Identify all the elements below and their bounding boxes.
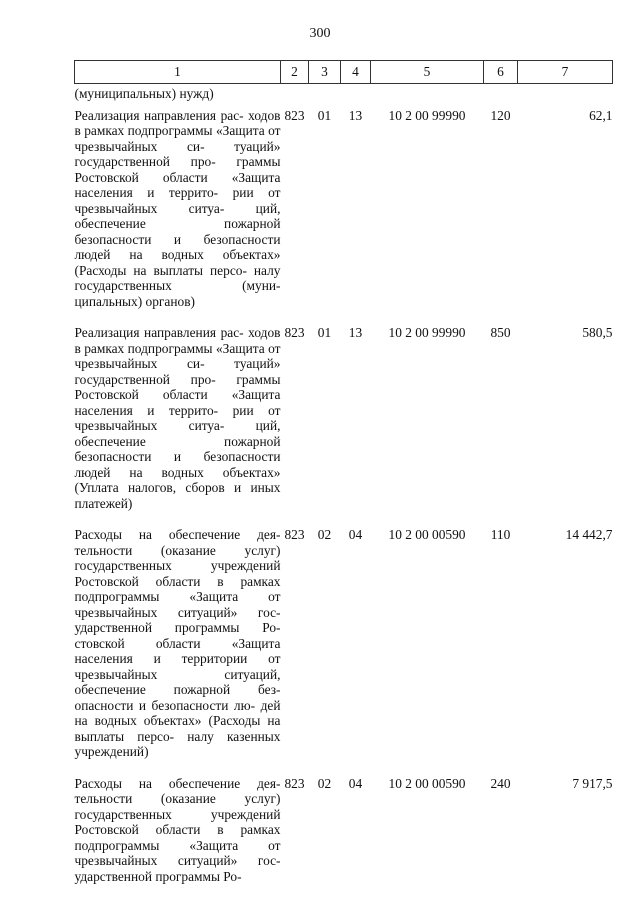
target-article-code: 10 2 00 00590 bbox=[388, 775, 466, 791]
ministry-code: 823 bbox=[284, 527, 305, 542]
description-line: ций, обеспечение пожарной bbox=[74, 200, 281, 231]
description-line: (Уплата налогов, сборов и bbox=[74, 480, 242, 495]
section-code: 01 bbox=[317, 325, 332, 340]
expense-type-code: 240 bbox=[490, 775, 511, 791]
description-line: подпрограммы «Защита от bbox=[74, 589, 281, 604]
section-code: 02 bbox=[317, 527, 332, 542]
target-article-code: 10 2 00 99990 bbox=[388, 325, 466, 340]
table-row bbox=[75, 322, 613, 524]
description-line: ципальных) органов) bbox=[74, 293, 195, 309]
description-line: «Защита населения и террито- bbox=[74, 169, 281, 200]
column-header: 3 bbox=[309, 61, 341, 84]
expense-type-code: 110 bbox=[490, 527, 511, 542]
row-description bbox=[75, 105, 281, 323]
description-line: государственных учреждений bbox=[74, 558, 281, 573]
description-line: стовской области «Защита bbox=[74, 635, 281, 651]
column-header: 4 bbox=[341, 61, 371, 84]
description-line: Расходы на обеспечение дея- bbox=[74, 775, 281, 791]
description-line: туаций» государственной про- bbox=[74, 138, 281, 169]
subsection-code: 04 bbox=[348, 775, 363, 791]
column-header: 6 bbox=[484, 61, 518, 84]
description-line: иных платежей) bbox=[74, 480, 281, 511]
description-line: ходов в рамках подпрограммы bbox=[74, 107, 281, 138]
description-line: граммы Ростовской области bbox=[74, 154, 281, 185]
description-line: безопасности и безопасности bbox=[74, 449, 281, 464]
description-line: ходов в рамках подпрограммы bbox=[74, 325, 281, 356]
section-code: 01 bbox=[317, 107, 332, 123]
table-row bbox=[75, 773, 613, 885]
description-line: (Расходы на выплаты персо- bbox=[74, 713, 281, 744]
subsection-code: 04 bbox=[348, 527, 363, 542]
column-header: 2 bbox=[281, 61, 309, 84]
description-line: обеспечение пожарной без- bbox=[74, 682, 281, 697]
description-line: «Защита от чрезвычайных си- bbox=[74, 340, 281, 371]
subsection-code: 13 bbox=[348, 325, 363, 340]
description-line: людей на водных объектах» bbox=[74, 464, 281, 480]
description-line: «Защита от чрезвычайных си- bbox=[74, 123, 281, 154]
column-header: 7 bbox=[518, 61, 613, 84]
description-line: чрезвычайных ситуаций, bbox=[74, 666, 281, 682]
column-header: 1 bbox=[75, 61, 281, 84]
description-line: рии от чрезвычайных ситуа- bbox=[74, 185, 281, 216]
amount: 7 917,5 bbox=[572, 775, 613, 791]
amount: 580,5 bbox=[582, 325, 613, 340]
description-line: (Расходы на выплаты персо- bbox=[74, 262, 247, 278]
description-line: налу казенных учреждений) bbox=[74, 728, 281, 759]
target-article-code: 10 2 00 99990 bbox=[388, 107, 466, 123]
description-line: опасности и безопасности лю- bbox=[74, 697, 256, 713]
table-row bbox=[75, 524, 613, 773]
description-line: подпрограммы «Защита от bbox=[74, 837, 281, 853]
description-line: налу государственных (муни- bbox=[74, 262, 281, 293]
ministry-code: 823 bbox=[284, 107, 305, 123]
column-header: 5 bbox=[371, 61, 484, 84]
description-line: Ростовской области в рамках bbox=[74, 822, 281, 837]
table-row bbox=[75, 105, 613, 323]
description-line: ударственной программы Ро- bbox=[74, 868, 242, 884]
description-line: ударственной программы Ро- bbox=[74, 620, 281, 635]
description-line: людей на водных объектах» bbox=[74, 247, 281, 262]
description-line: безопасности и безопасности bbox=[74, 231, 281, 247]
description-line: Реализация направления рас- bbox=[74, 107, 244, 123]
amount: 62,1 bbox=[589, 107, 613, 123]
table-header-row bbox=[75, 61, 613, 84]
expense-type-code: 120 bbox=[490, 107, 511, 123]
description-line: рии от чрезвычайных ситуа- bbox=[74, 402, 281, 433]
continuation-text: (муниципальных) нужд) bbox=[74, 86, 214, 101]
page-number: 300 bbox=[309, 26, 331, 41]
description-line: Реализация направления рас- bbox=[74, 325, 244, 340]
description-line: ций, обеспечение пожарной bbox=[74, 418, 281, 449]
description-line: чрезвычайных ситуаций» гос- bbox=[74, 853, 281, 868]
description-line: граммы Ростовской области bbox=[74, 371, 281, 402]
continuation-row bbox=[75, 84, 613, 105]
description-line: тельности (оказание услуг) bbox=[74, 542, 281, 558]
description-line: населения и территории от bbox=[74, 651, 281, 666]
description-line: чрезвычайных ситуаций» гос- bbox=[74, 604, 281, 620]
target-article-code: 10 2 00 00590 bbox=[388, 527, 466, 542]
description-line: Ростовской области в рамках bbox=[74, 573, 281, 589]
description-line: дей на водных объектах» bbox=[74, 697, 281, 728]
row-description bbox=[75, 322, 281, 524]
description-line: государственных учреждений bbox=[74, 806, 281, 822]
amount: 14 442,7 bbox=[565, 527, 613, 542]
budget-table bbox=[74, 60, 613, 884]
ministry-code: 823 bbox=[284, 325, 305, 340]
subsection-code: 13 bbox=[348, 107, 363, 123]
section-code: 02 bbox=[317, 775, 332, 791]
description-line: тельности (оказание услуг) bbox=[74, 791, 281, 806]
description-line: «Защита населения и террито- bbox=[74, 387, 281, 418]
description-line: Расходы на обеспечение дея- bbox=[74, 527, 281, 542]
row-description bbox=[75, 773, 281, 885]
ministry-code: 823 bbox=[284, 775, 305, 791]
description-line: туаций» государственной про- bbox=[74, 356, 281, 387]
row-description bbox=[75, 524, 281, 773]
expense-type-code: 850 bbox=[490, 325, 511, 340]
